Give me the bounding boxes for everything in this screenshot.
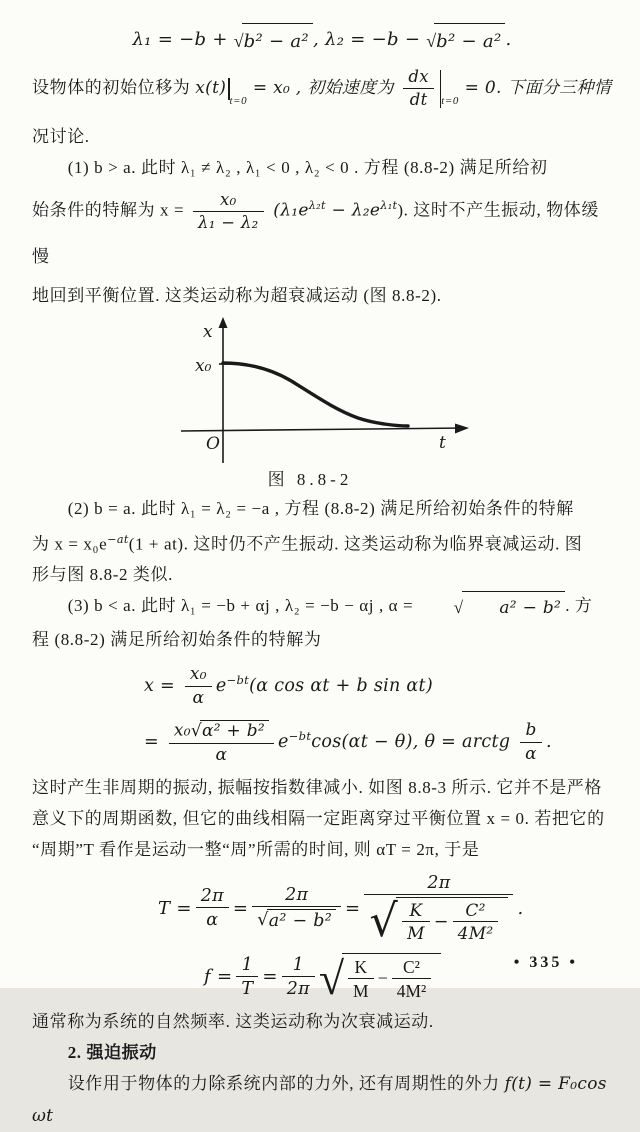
paragraph-forced-line1: [32, 1068, 612, 1132]
formula-segment: .: [545, 731, 552, 752]
math-fraction: [196, 886, 229, 930]
fraction-numerator: 2π: [285, 885, 309, 906]
radicand: b² − a²: [434, 23, 505, 59]
formula-segment: x =: [144, 675, 181, 696]
math-fraction: [520, 721, 542, 764]
formula-lambda-roots: [32, 22, 612, 56]
y-axis-arrow: [219, 317, 228, 328]
math-fraction: [403, 68, 433, 110]
math-fraction: [193, 191, 264, 233]
t-axis-arrow: [455, 423, 469, 433]
paragraph-intro-line2: 况讨论.: [32, 126, 90, 146]
formula-segment: .: [517, 897, 524, 919]
minus-sign: −: [433, 912, 449, 933]
math-segment: − λ₂e: [325, 200, 381, 221]
paragraph-case1-line1: (1) b > a. 此时 λ₁ ≠ λ₂ , λ₁ < 0 , λ₂ < 0 . 方程 (8.8-2) 满足所给初: [67, 157, 548, 177]
math-fraction: [169, 720, 274, 765]
fraction-numerator: dx: [408, 67, 429, 87]
decay-curve-plot: [177, 317, 477, 467]
section-heading-forced-vibration: 2. 强迫振动: [67, 1042, 157, 1062]
text-segment: . 方: [565, 596, 593, 616]
big-sqrt-radical: [369, 896, 508, 948]
fraction-numerator: K: [354, 956, 368, 977]
fraction-denominator: λ₁ − λ₂: [193, 211, 264, 233]
fraction-numerator: x₀: [189, 664, 207, 685]
fraction-numerator: C²: [403, 956, 420, 977]
math-fraction: [364, 872, 513, 948]
math-fraction: [453, 901, 499, 944]
sqrt-radical: [426, 23, 505, 59]
paragraph-case2-line3: 形与图 8.8-2 类似.: [32, 565, 173, 585]
formula-solution-1: [32, 659, 612, 708]
y-axis-label: x: [203, 321, 213, 342]
subscript: t=0: [229, 94, 248, 107]
formula-solution-2: [32, 712, 612, 766]
paragraph-case2-line2: [32, 524, 612, 560]
superscript: −at: [107, 532, 129, 546]
radical-sign: √: [257, 909, 269, 930]
paragraph-osc-line3: “周期”T 看作是运动一整“周”所需的时间, 则 αT = 2π, 于是: [32, 839, 480, 859]
sqrt-radical: [418, 591, 565, 624]
fraction-denominator: 4M²: [453, 921, 499, 943]
formula-segment: (α cos αt + b sin αt): [249, 675, 434, 696]
math-fraction: [282, 955, 315, 999]
paragraph-case2-line1: (2) b = a. 此时 λ₁ = λ₂ = −a , 方程 (8.8-2) 满足所给初始条件的特解: [67, 498, 574, 518]
radical-sign: √: [426, 30, 437, 51]
origin-label: O: [206, 433, 220, 454]
radicand: [342, 953, 441, 1001]
radical-sign: √: [233, 30, 244, 51]
math-segment: x(t): [195, 78, 227, 98]
formula-segment: cos(αt − θ),: [311, 731, 419, 752]
overdamped-decay-curve: [223, 363, 408, 426]
x0-label: x₀: [195, 355, 212, 376]
figure-8-8-2: [32, 317, 612, 493]
fraction-denominator: M: [402, 921, 430, 943]
text-segment: 设物体的初始位移为: [32, 78, 196, 97]
text-segment: 始条件的特解为 x =: [32, 200, 190, 220]
text-segment: (1 + at). 这时仍不产生振动. 这类运动称为临界衰减运动. 图: [128, 534, 583, 554]
fraction-denominator: α: [196, 907, 229, 930]
paragraph-case1-line3: 地回到平衡位置. 这类运动称为超衰减运动 (图 8.8-2).: [32, 285, 442, 305]
fraction-denominator: dt: [403, 88, 433, 110]
superscript: λ₁t: [380, 198, 398, 212]
formula-segment: λ₁ = −b +: [132, 29, 234, 50]
text-segment: (3) b < a. 此时 λ₁ = −b + αj , λ₂ = −b − αj , α =: [67, 596, 419, 616]
fraction-numerator: K: [409, 899, 423, 920]
math-segment: = 0. 下面分三种情: [458, 78, 612, 98]
big-sqrt-radical: [318, 952, 441, 1004]
paragraph-case3-line2: 程 (8.8-2) 满足所给初始条件的特解为: [32, 629, 322, 649]
paragraph-intro-line1: [32, 68, 612, 121]
math-fraction: [392, 957, 431, 1001]
math-fraction: [236, 955, 258, 999]
formula-segment: f =: [204, 966, 233, 988]
fraction-denominator: M: [348, 978, 374, 1001]
radicand: a² − b²: [462, 591, 566, 624]
formula-segment: θ = arctg: [418, 731, 517, 752]
fraction-denominator: α: [185, 686, 212, 709]
paragraph-closing: 通常称为系统的自然频率. 这类运动称为次衰减运动.: [32, 1011, 434, 1031]
fraction-numerator: x₀: [220, 189, 237, 209]
formula-segment: =: [232, 897, 249, 919]
fraction-numerator: [169, 720, 274, 743]
formula-segment: T =: [158, 897, 192, 919]
fraction-denominator: [252, 906, 341, 931]
formula-segment: .: [505, 29, 512, 50]
page-number: • 335 •: [513, 954, 578, 971]
fraction-numerator: 1: [241, 954, 254, 975]
sqrt-radical: [257, 909, 336, 931]
paragraph-case1-line2: [32, 183, 612, 280]
radicand: a² − b²: [267, 909, 336, 931]
math-segment: f(t) = F₀cos ωt: [32, 1073, 607, 1126]
sqrt-radical: [234, 23, 313, 59]
fraction-denominator: 4M²: [392, 978, 431, 1001]
formula-segment: e: [215, 675, 227, 696]
math-segment: = x₀ , 初始速度为: [247, 78, 400, 98]
formula-segment: e: [277, 731, 289, 752]
radical-sign: √: [453, 597, 464, 617]
radicand: b² − a²: [242, 23, 313, 59]
subscript: t=0: [441, 94, 459, 107]
figure-caption: 图 8.8-2: [267, 469, 353, 489]
text-segment: 设作用于物体的力除系统内部的力外, 还有周期性的外力: [67, 1073, 505, 1093]
math-fraction: [252, 885, 341, 931]
fraction-denominator: α: [520, 742, 542, 765]
fraction-numerator: 1: [292, 954, 304, 975]
numerator-prefix: x₀: [173, 720, 191, 741]
fraction-numerator: 2π: [200, 886, 224, 907]
text-segment: ). 这时不产生振动, 物体缓慢: [32, 200, 599, 266]
fraction-denominator: 2π: [282, 976, 315, 999]
t-axis-label: t: [439, 432, 446, 453]
fraction-numerator: b: [525, 720, 537, 741]
math-fraction: [185, 665, 212, 708]
formula-period: [32, 872, 612, 948]
minus-sign: −: [377, 968, 388, 989]
radicand: α² + b²: [200, 720, 269, 742]
radical-sign: √: [190, 720, 202, 741]
math-segment: (λ₁e: [267, 200, 309, 221]
superscript: −bt: [288, 729, 312, 744]
superscript: λ₂t: [308, 198, 326, 212]
radical-sign: √: [318, 952, 345, 1004]
math-fraction: [402, 901, 430, 944]
superscript: −bt: [226, 672, 250, 687]
paragraph-osc-line2: 意义下的周期函数, 但它的曲线相隔一定距离穿过平衡位置 x = 0. 若把它的: [32, 808, 605, 828]
paragraph-case3-line1: [32, 590, 612, 624]
formula-segment: =: [345, 897, 361, 919]
formula-segment: =: [262, 966, 278, 988]
fraction-denominator: T: [236, 976, 258, 999]
sqrt-radical: [191, 720, 269, 742]
fraction-numerator: C²: [465, 899, 486, 920]
fraction-numerator: 2π: [427, 872, 451, 893]
formula-segment: , λ₂ = −b −: [312, 29, 427, 50]
math-fraction: [348, 957, 374, 1001]
text-segment: 为 x = x₀e: [32, 534, 108, 554]
paragraph-osc-line1: 这时产生非周期的振动, 振幅按指数律减小. 如图 8.8-3 所示. 它并不是严格: [32, 777, 603, 797]
radicand: [396, 897, 508, 944]
formula-segment: =: [144, 731, 165, 752]
radical-sign: √: [369, 896, 399, 948]
fraction-denominator: α: [169, 743, 274, 766]
fraction-denominator: [364, 894, 513, 948]
